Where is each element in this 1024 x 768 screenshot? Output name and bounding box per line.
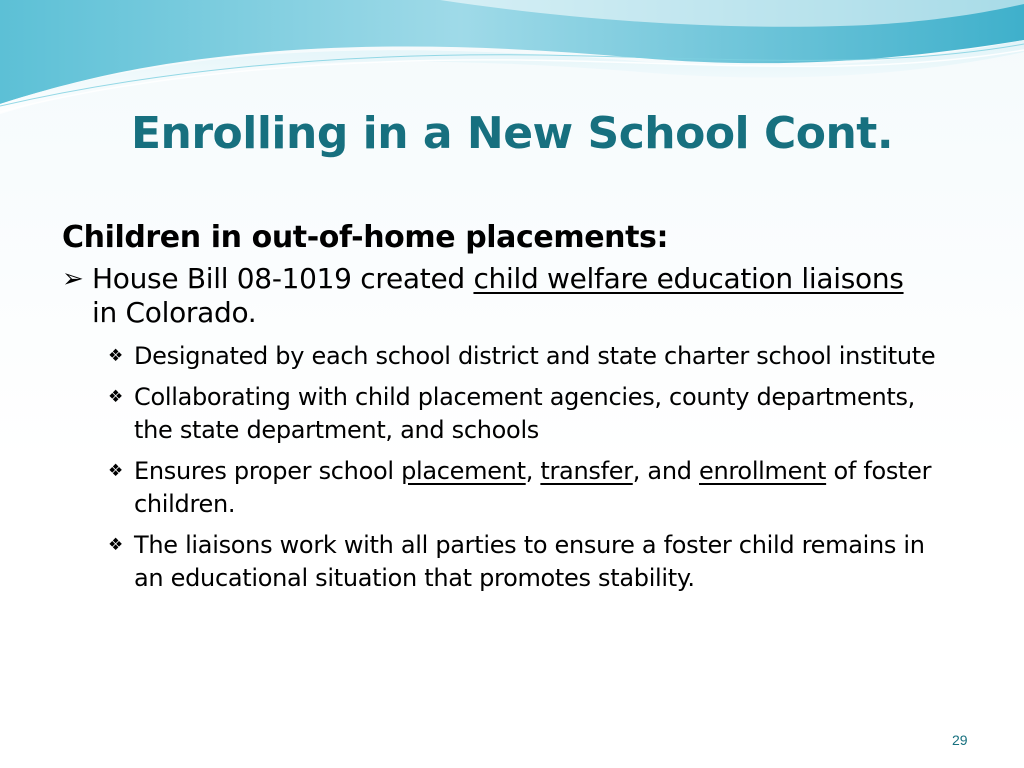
- four-diamond-bullet-icon: ❖: [108, 346, 123, 366]
- sub-bullet-item: [106, 529, 954, 595]
- sub-bullet-text: of foster children.: [134, 457, 932, 518]
- sub-bullet-text: Ensures proper school: [134, 457, 402, 485]
- sub-bullet-list: [62, 340, 962, 595]
- four-diamond-bullet-icon: ❖: [108, 535, 123, 555]
- slide-body: [62, 218, 962, 603]
- sub-bullet-text: , and: [632, 457, 700, 485]
- sub-bullet-item: [106, 340, 954, 373]
- sub-bullet-item: [106, 455, 954, 521]
- sub-bullet-item: [106, 381, 954, 447]
- four-diamond-bullet-icon: ❖: [108, 461, 123, 481]
- arrowhead-bullet-icon: ➢: [62, 264, 84, 294]
- sub-bullet-text: Collaborating with child placement agencies, county departments, the state department, and schools: [134, 383, 916, 444]
- header-wave-decoration: [0, 0, 1024, 120]
- slide-title: Enrolling in a New School Cont.: [130, 108, 894, 159]
- sub-bullet-text: Designated by each school district and state charter school institute: [134, 342, 936, 370]
- four-diamond-bullet-icon: ❖: [108, 387, 123, 407]
- sub-bullet-text: The liaisons work with all parties to ensure a foster child remains in an educational situation that promotes stability.: [134, 531, 925, 592]
- sub-bullet-text: ,: [525, 457, 541, 485]
- section-heading: Children in out-of-home placements:: [62, 220, 669, 255]
- main-bullet-text-after: in Colorado.: [92, 296, 257, 329]
- sub-bullet-underlined-term: transfer: [540, 457, 633, 485]
- page-number: 29: [952, 732, 968, 748]
- sub-bullet-underlined-term: enrollment: [699, 457, 827, 485]
- main-bullet-text-before: House Bill 08-1019 created: [92, 262, 474, 295]
- main-bullet-underlined-term: child welfare education liaisons: [473, 262, 904, 295]
- main-bullet: [62, 262, 922, 330]
- sub-bullet-underlined-term: placement: [401, 457, 526, 485]
